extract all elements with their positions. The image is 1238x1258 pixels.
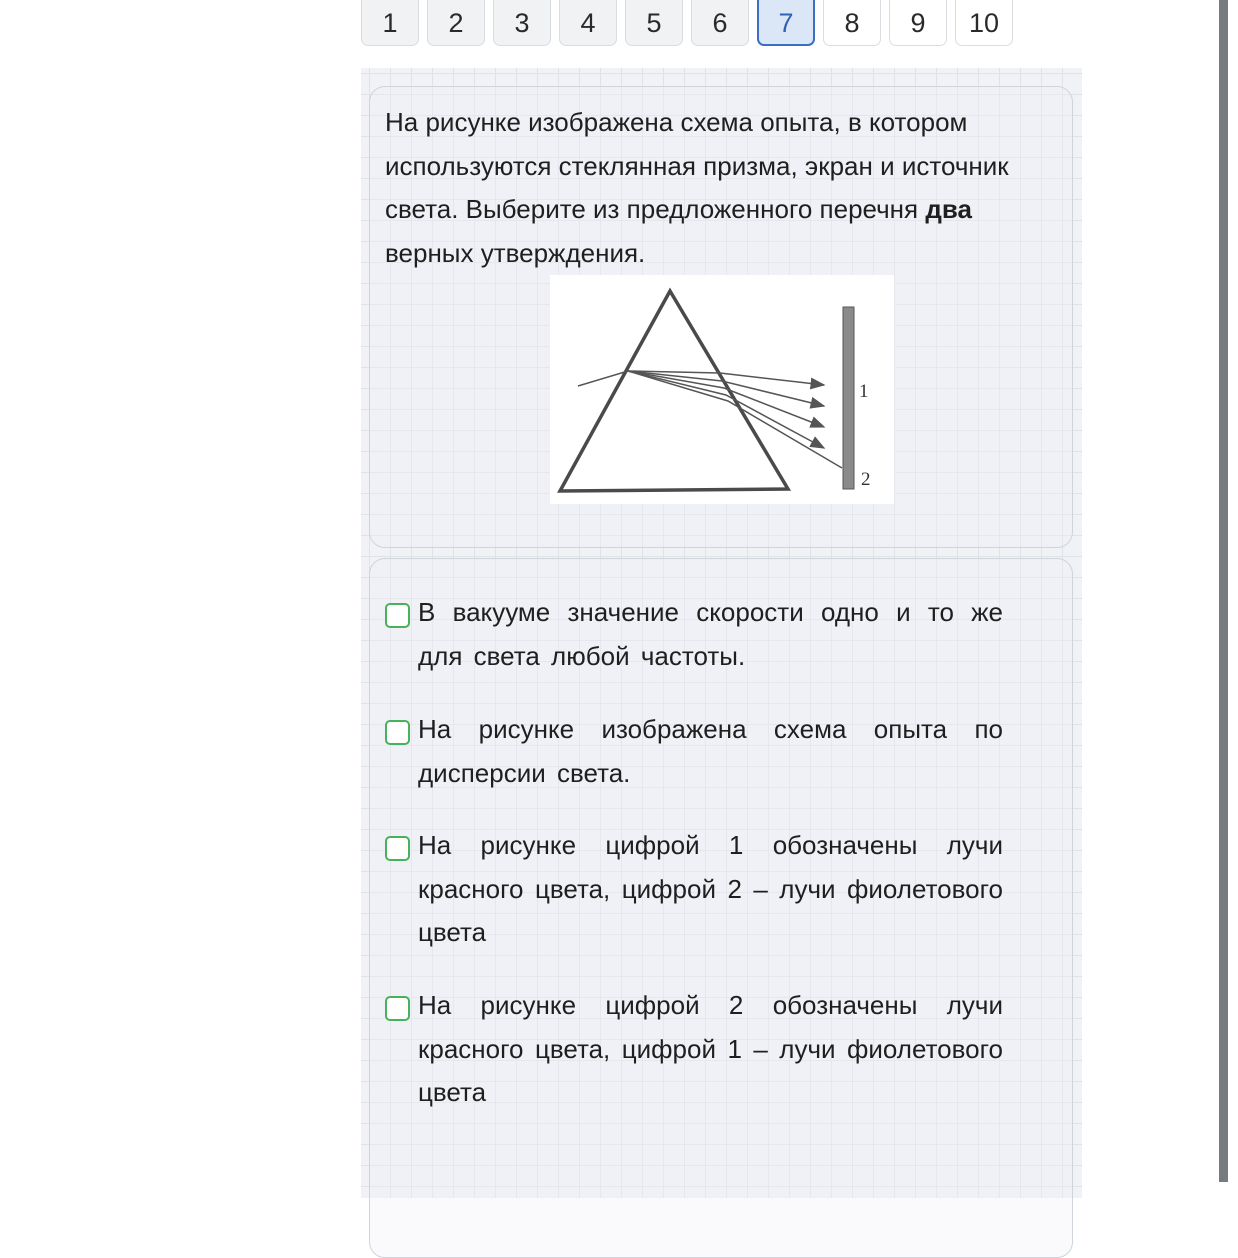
page-button-8[interactable]: 8 — [823, 0, 881, 46]
option-2-text: На рисунке изображена схема опыта по дисперсии света. — [418, 714, 1003, 788]
option-1-text: В вакууме значение скорости одно и то же для света любой частоты. — [418, 597, 1003, 671]
task-area — [361, 68, 1082, 1198]
ray-violet — [628, 371, 842, 468]
page-button-7-active[interactable]: 7 — [757, 0, 815, 46]
answer-option-2[interactable] — [385, 716, 1025, 795]
page-button-3[interactable]: 3 — [493, 0, 551, 46]
refracted-rays — [628, 371, 842, 468]
window-scrollbar[interactable] — [1219, 0, 1228, 1182]
option-3-text: На рисунке цифрой 1 обозначены лучи красного цвета, цифрой 2 – лучи фиолетового цвета — [418, 830, 1003, 947]
page-button-2[interactable]: 2 — [427, 0, 485, 46]
answer-option-3[interactable] — [385, 832, 1025, 955]
question-text-before: На рисунке изображена схема опыта, в котором используются стеклянная призма, экран и источник света. Выберите из предложенного перечня — [385, 107, 1009, 224]
page-button-1[interactable]: 1 — [361, 0, 419, 46]
checkbox-option-4[interactable] — [385, 996, 410, 1021]
question-text-after: верных утверждения. — [385, 237, 646, 268]
page-button-4[interactable]: 4 — [559, 0, 617, 46]
figure-label-2: 2 — [861, 469, 871, 490]
task-pagination — [361, 0, 1013, 46]
answer-option-4[interactable] — [385, 992, 1025, 1115]
page-button-6[interactable]: 6 — [691, 0, 749, 46]
question-emphasis: два — [925, 194, 972, 224]
page-button-5[interactable]: 5 — [625, 0, 683, 46]
prism-diagram — [550, 275, 894, 504]
page-button-9[interactable]: 9 — [889, 0, 947, 46]
answers-card — [369, 558, 1073, 1258]
checkbox-option-3[interactable] — [385, 836, 410, 861]
question-card — [369, 86, 1073, 548]
glass-prism — [560, 291, 788, 491]
page-button-10[interactable]: 10 — [955, 0, 1013, 46]
prism-diagram-svg — [550, 275, 894, 504]
screen — [843, 307, 854, 489]
figure-label-1: 1 — [859, 381, 869, 402]
question-text — [385, 101, 1025, 275]
checkbox-option-1[interactable] — [385, 603, 410, 628]
option-4-text: На рисунке цифрой 2 обозначены лучи красного цвета, цифрой 1 – лучи фиолетового цвета — [418, 990, 1003, 1107]
checkbox-option-2[interactable] — [385, 720, 410, 745]
answer-option-1[interactable] — [385, 599, 1025, 678]
